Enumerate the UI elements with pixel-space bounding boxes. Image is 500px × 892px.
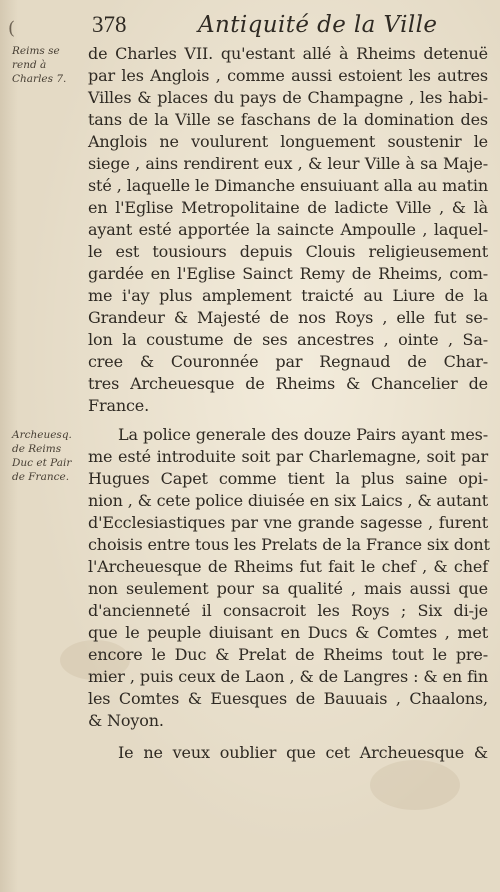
text-line: par les Anglois , comme aussi estoient les autres: [88, 66, 488, 85]
margin-note-charles: [12, 44, 82, 86]
text-line: Grandeur & Majesté de nos Roys , elle fut se-: [88, 308, 488, 327]
text-line: d'ancienneté il consacroit les Roys ; Six di-je: [88, 601, 488, 620]
text-line: tans de la Ville se faschans de la domination des: [88, 110, 488, 129]
running-title: Antiquité de la Ville: [198, 12, 438, 38]
corner-mark: (: [8, 18, 16, 39]
margin-note-line: Archeuesq.: [12, 429, 72, 441]
text-line: les Comtes & Euesques de Bauuais , Chaalons,: [88, 689, 488, 708]
text-line: Hugues Capet comme tient la plus saine opi-: [88, 469, 488, 488]
text-line: ayant esté apportée la saincte Ampoulle , laquel-: [88, 220, 488, 239]
text-line: Villes & places du pays de Champagne , les habi-: [88, 88, 488, 107]
text-line: choisis entre tous les Prelats de la France six dont: [88, 535, 490, 554]
text-line: d'Ecclesiastiques par vne grande sagesse , furent: [88, 513, 488, 532]
margin-note-line: Charles 7.: [12, 73, 67, 85]
page-number: 378: [92, 12, 127, 37]
text-line: tres Archeuesque de Rheims & Chancelier de: [88, 374, 488, 393]
text-line: le est tousiours depuis Clouis religieusement: [88, 242, 488, 261]
margin-note-line: Reims se: [12, 45, 60, 57]
margin-note-line: Duc et Pair: [12, 457, 72, 469]
text-line: France.: [88, 396, 150, 415]
text-line: nion , & cete police diuisée en six Laics , & autant: [88, 491, 489, 510]
text-line: sté , laquelle le Dimanche ensuiuant alla au matin: [88, 176, 488, 195]
margin-note-line: de France.: [12, 471, 70, 483]
text-line: Ie ne veux oublier que cet Archeuesque &: [118, 743, 488, 762]
text-line: encore le Duc & Prelat de Rheims tout le pre-: [88, 645, 488, 664]
text-line: lon la coustume de ses ancestres , ointe , Sa-: [88, 330, 488, 349]
text-line: me i'ay plus amplement traicté au Liure de la: [88, 286, 488, 305]
text-line: & Noyon.: [88, 711, 164, 730]
page-header: [86, 10, 490, 40]
text-line: que le peuple diuisant en Ducs & Comtes , met: [88, 623, 488, 642]
margin-note-archeuesque: [12, 428, 82, 484]
margin-note-line: rend à: [12, 59, 47, 71]
text-line: Anglois ne voulurent longuement soustenir le: [88, 132, 488, 151]
text-line: mier , puis ceux de Laon , & de Langres : & en fin: [88, 667, 488, 686]
text-line: gardée en l'Eglise Sainct Remy de Rheims, com-: [88, 264, 488, 283]
text-line: de Charles VII. qu'estant allé à Rheims detenuë: [88, 44, 488, 63]
text-line: en l'Eglise Metropolitaine de ladicte Ville , & là: [88, 198, 488, 217]
text-line: me esté introduite soit par Charlemagne, soit par: [88, 447, 488, 466]
text-line: siege , ains rendirent eux , & leur Ville à sa Maje-: [88, 154, 488, 173]
text-line: non seulement pour sa qualité , mais aussi que: [88, 579, 488, 598]
paper-stain: [370, 760, 460, 810]
text-line: cree & Couronnée par Regnaud de Char-: [88, 352, 488, 371]
text-line: La police generale des douze Pairs ayant mes-: [118, 425, 488, 444]
text-line: l'Archeuesque de Rheims fut fait le chef , & chef: [88, 557, 488, 576]
margin-note-line: de Reims: [12, 443, 62, 455]
